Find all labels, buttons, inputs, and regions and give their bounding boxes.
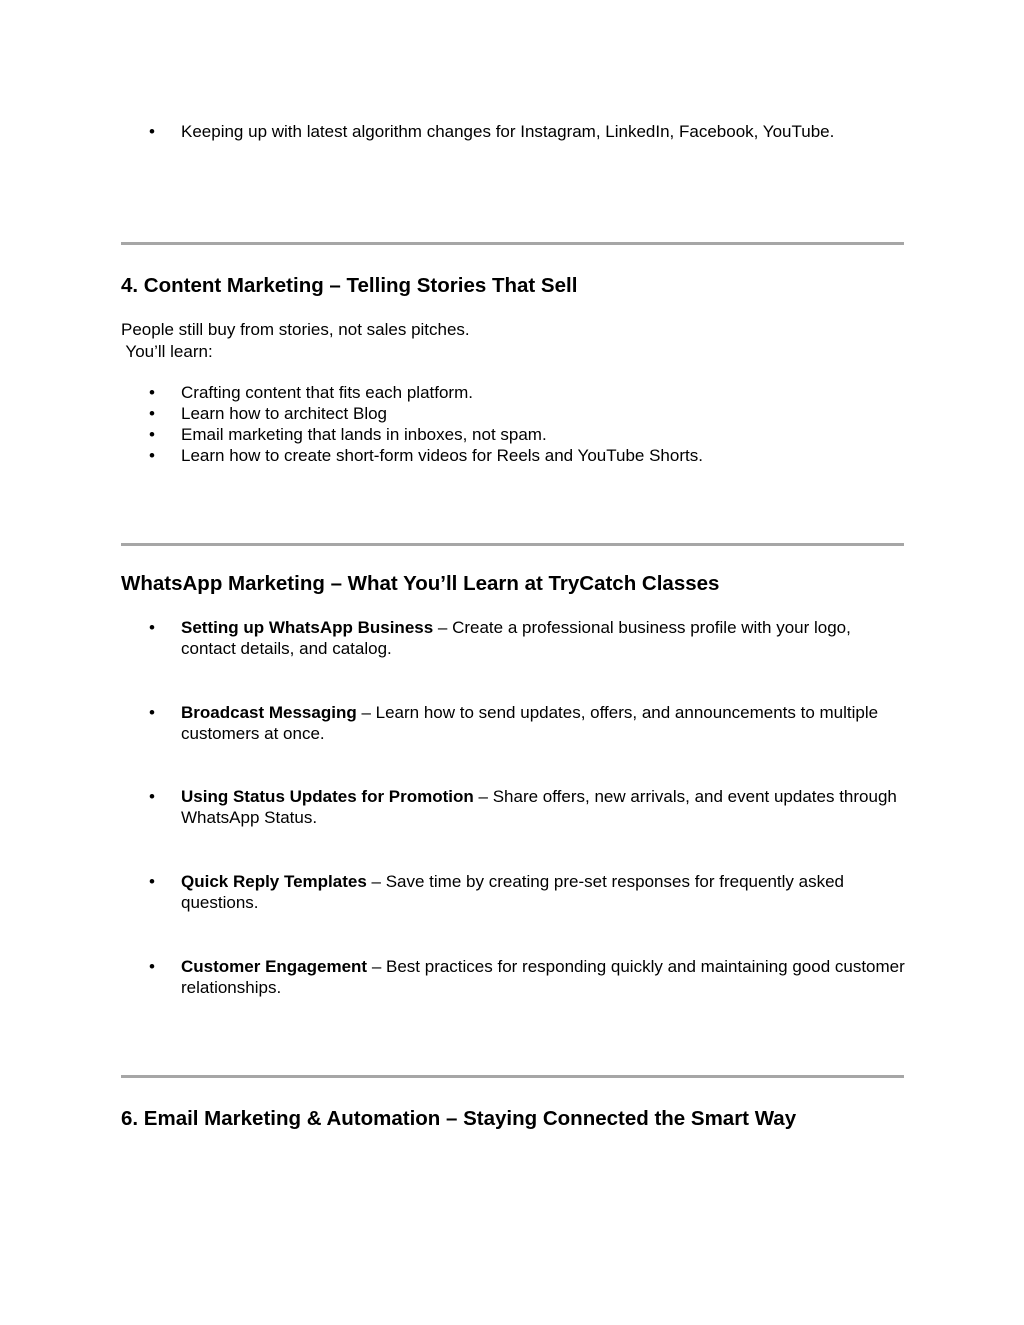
bullet-icon: • [149, 425, 155, 444]
list-item-text: Crafting content that fits each platform. [181, 383, 473, 402]
list-item-text: Email marketing that lands in inboxes, not spam. [181, 425, 547, 444]
bullet-icon: • [149, 872, 155, 891]
list-item-text: Learn how to architect Blog [181, 404, 388, 423]
list-item-title: Quick Reply Templates [181, 872, 367, 891]
learn-label: You’ll learn: [121, 342, 213, 361]
list-item-text [181, 871, 906, 913]
bullet-icon: • [149, 957, 155, 976]
list-item-title: Broadcast Messaging [181, 703, 357, 722]
list-item-desc: – Best practices for responding quickly and maintaining good customer relationships. [181, 957, 905, 997]
section-intro: People still buy from stories, not sales pitches. [121, 320, 470, 339]
section-divider [121, 1075, 904, 1078]
bullet-icon: • [149, 446, 155, 465]
list-item-text: Learn how to create short-form videos for Reels and YouTube Shorts. [181, 446, 703, 465]
bullet-icon: • [149, 703, 155, 722]
list-item-title: Using Status Updates for Promotion [181, 787, 474, 806]
list-item-desc: – Share offers, new arrivals, and event updates through WhatsApp Status. [181, 787, 897, 827]
bullet-icon: • [149, 787, 155, 806]
bullet-icon: • [149, 122, 155, 141]
list-item-text [181, 702, 906, 744]
list-item-text: Keeping up with latest algorithm changes for Instagram, LinkedIn, Facebook, YouTube. [181, 122, 835, 141]
bullet-icon: • [149, 618, 155, 637]
list-item-text [181, 617, 906, 659]
bullet-icon: • [149, 404, 155, 423]
list-item-desc: – Save time by creating pre-set responses for frequently asked questions. [181, 872, 844, 912]
list-item-text [181, 956, 906, 998]
list-item-title: Customer Engagement [181, 957, 368, 976]
section-heading-whatsapp: WhatsApp Marketing – What You’ll Learn at TryCatch Classes [121, 572, 720, 595]
section-heading-email-marketing: 6. Email Marketing & Automation – Staying Connected the Smart Way [121, 1107, 797, 1130]
list-item-title: Setting up WhatsApp Business [181, 618, 434, 637]
bullet-icon: • [149, 383, 155, 402]
list-item-desc: – Create a professional business profile with your logo, contact details, and catalog. [181, 618, 851, 658]
section-divider [121, 242, 904, 245]
section-heading-content-marketing: 4. Content Marketing – Telling Stories That Sell [121, 274, 578, 297]
section-divider [121, 543, 904, 546]
list-item-desc: – Learn how to send updates, offers, and announcements to multiple customers at once. [181, 703, 879, 743]
list-item-text [181, 786, 906, 828]
